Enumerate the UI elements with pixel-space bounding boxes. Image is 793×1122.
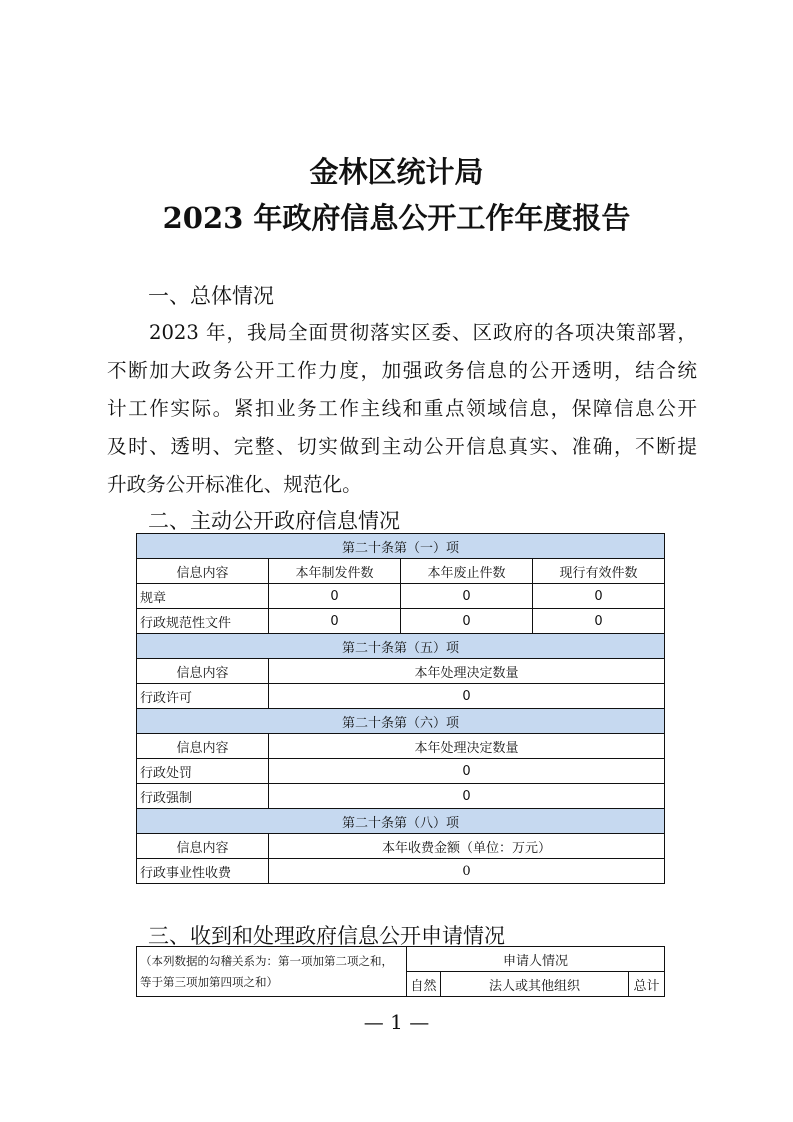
section1-paragraph: [107, 314, 697, 504]
col-header: 法人或其他组织: [441, 972, 629, 997]
col-header: 本年废止件数: [401, 559, 533, 584]
paragraph-line: 计工作实际。紧扣业务工作主线和重点领域信息，保障信息公开: [107, 397, 697, 420]
col-header: 信息内容: [137, 834, 269, 859]
table-row: [137, 684, 665, 709]
table-row: [137, 859, 665, 884]
proactive-disclosure-table: [136, 533, 665, 884]
cell-value: 0: [269, 584, 401, 609]
cell-value: 0: [401, 609, 533, 634]
cell-value: 0: [533, 584, 665, 609]
col-header: 自然: [407, 972, 441, 997]
table-row: [137, 759, 665, 784]
item5-title: 第二十条第（五）项: [137, 634, 665, 659]
cell-value: 0: [269, 784, 665, 809]
col-header: 信息内容: [137, 659, 269, 684]
request-handling-table: [136, 946, 665, 997]
col-header: 总计: [629, 972, 665, 997]
page-number: — 1 —: [363, 1010, 430, 1034]
row-label: 行政许可: [137, 684, 269, 709]
table-row: [137, 609, 665, 634]
table-row: [137, 784, 665, 809]
row-label: 行政事业性收费: [137, 859, 269, 884]
cell-value: 0: [269, 684, 665, 709]
section1-heading: 一、总体情况: [148, 284, 274, 308]
calculation-note: （本列数据的勾稽关系为：第一项加第二项之和，等于第三项加第四项之和）: [137, 947, 407, 997]
cell-value: 0: [269, 859, 665, 884]
cell-value: 0: [401, 584, 533, 609]
col-header: 本年制发件数: [269, 559, 401, 584]
paragraph-line: 升政务公开标准化、规范化。: [107, 473, 362, 496]
col-header: 信息内容: [137, 559, 269, 584]
paragraph-line: 及时、透明、完整、切实做到主动公开信息真实、准确，不断提: [107, 435, 697, 458]
item8-title: 第二十条第（八）项: [137, 809, 665, 834]
col-header: 本年收费金额（单位：万元）: [269, 834, 665, 859]
item1-title: 第二十条第（一）项: [137, 534, 665, 559]
col-header: 本年处理决定数量: [269, 659, 665, 684]
paragraph-line: 不断加大政务公开工作力度，加强政务信息的公开透明，结合统: [107, 359, 697, 382]
row-label: 规章: [137, 584, 269, 609]
item6-title: 第二十条第（六）项: [137, 709, 665, 734]
cell-value: 0: [269, 609, 401, 634]
report-title-line1: 金林区统计局: [309, 155, 484, 189]
section3-heading: 三、收到和处理政府信息公开申请情况: [148, 924, 505, 948]
cell-value: 0: [269, 759, 665, 784]
row-label: 行政处罚: [137, 759, 269, 784]
cell-value: 0: [533, 609, 665, 634]
table-row: [137, 584, 665, 609]
col-header: 现行有效件数: [533, 559, 665, 584]
section2-heading: 二、主动公开政府信息情况: [148, 509, 400, 533]
report-title-line2: 2023 年政府信息公开工作年度报告: [162, 201, 631, 235]
col-header: 信息内容: [137, 734, 269, 759]
paragraph-line: 2023 年，我局全面贯彻落实区委、区政府的各项决策部署，: [149, 321, 697, 344]
row-label: 行政强制: [137, 784, 269, 809]
row-label: 行政规范性文件: [137, 609, 269, 634]
applicant-header: 申请人情况: [407, 947, 665, 972]
col-header: 本年处理决定数量: [269, 734, 665, 759]
